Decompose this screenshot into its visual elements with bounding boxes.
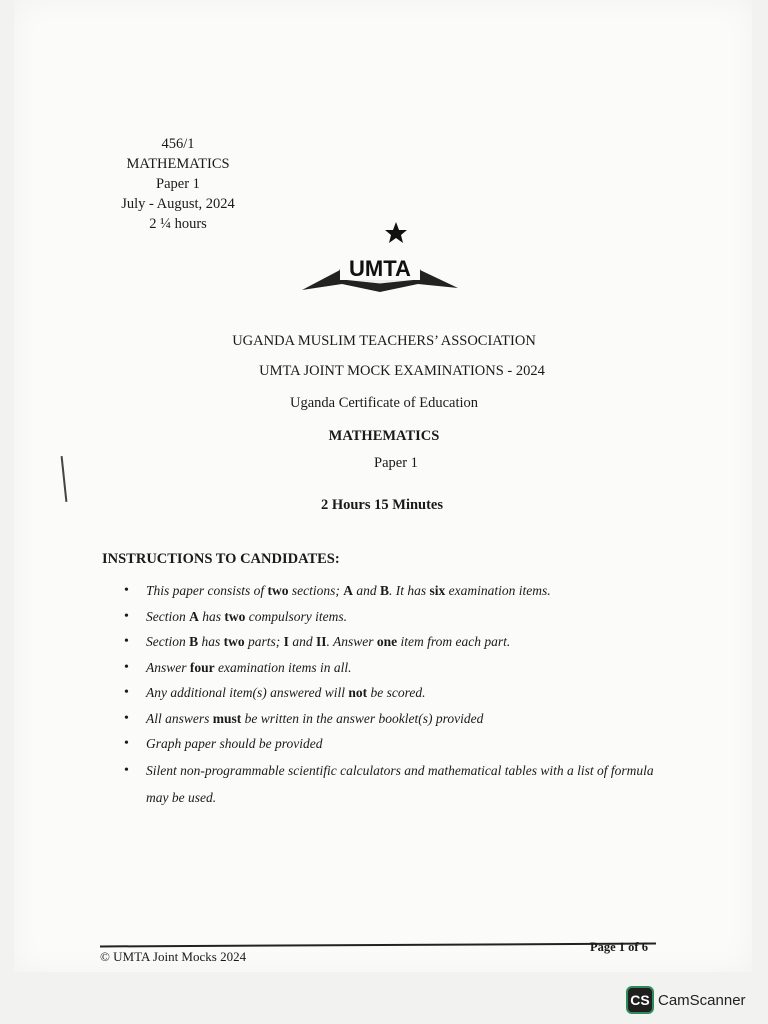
bullet-icon: • [124,710,129,726]
instruction-item: • Section A has two compulsory items. [110,604,670,630]
paper-subject: MATHEMATICS [126,156,230,172]
instruction-item: • Any additional item(s) answered will not be scored. [110,680,670,706]
instructions-list [110,578,670,811]
subject-title: MATHEMATICS [328,428,440,444]
camscanner-watermark [626,986,746,1014]
paper-session: July - August, 2024 [121,196,235,212]
camscanner-icon: CS [626,986,654,1014]
bullet-icon: • [124,762,129,778]
footer-copyright: © UMTA Joint Mocks 2024 [100,949,247,964]
organisation-title: UGANDA MUSLIM TEACHERS’ ASSOCIATION [232,333,536,349]
instruction-item: • Graph paper should be provided [110,731,670,757]
camscanner-label: CamScanner [658,991,746,1009]
paper-title: Paper 1 [374,455,418,471]
paper-info-block [104,134,252,234]
bullet-icon: • [124,736,129,751]
instruction-item: • Section B has two parts; I and II. Answer one item from each part. [110,629,670,655]
bullet-icon: • [124,583,129,598]
instruction-item: • Answer four examination items in all. [110,655,670,681]
bullet-icon: • [124,685,129,700]
paper-code: 456/1 [161,136,195,152]
certificate-title: Uganda Certificate of Education [289,395,479,411]
instructions-heading: INSTRUCTIONS TO CANDIDATES: [102,551,340,567]
paper-number: Paper 1 [156,176,200,192]
exam-title: UMTA JOINT MOCK EXAMINATIONS - 2024 [259,363,545,379]
umta-logo [300,208,460,298]
instruction-item: • This paper consists of two sections; A and B. It has six examination items. [110,578,670,604]
paper-duration: 2 ¼ hours [149,216,207,232]
duration-title: 2 Hours 15 Minutes [320,497,444,513]
instruction-item: • All answers must be written in the answer booklet(s) provided [110,706,670,732]
bullet-icon: • [124,608,129,624]
bullet-icon: • [124,634,129,649]
instruction-item: • Silent non-programmable scientific calculators and mathematical tables with a list of formula may be used. [110,757,670,811]
svg-text:UMTA: UMTA [349,256,411,281]
footer-page-number: Page 1 of 6 [590,940,648,954]
bullet-icon: • [124,659,129,675]
